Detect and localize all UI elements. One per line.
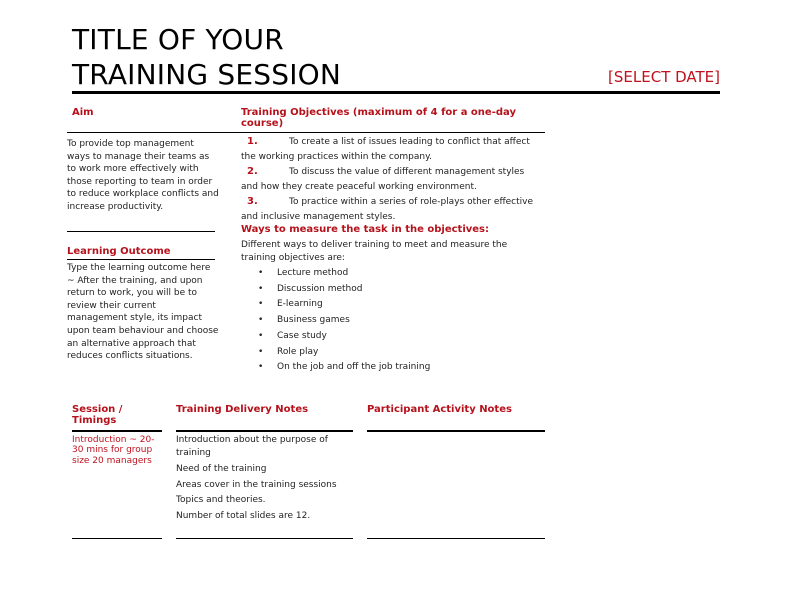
objective-text: To discuss the value of different management styles and how they create peaceful working environment. xyxy=(241,167,525,192)
session-timings-header xyxy=(72,404,162,426)
participant-col-bottom-rule xyxy=(367,538,545,539)
session-col-top-rule xyxy=(72,430,162,432)
method-item[interactable]: • Discussion method xyxy=(241,282,541,298)
participant-col-top-rule xyxy=(367,430,545,432)
title-line-2: TRAINING SESSION xyxy=(72,58,342,91)
aim-heading: Aim xyxy=(72,107,94,118)
delivery-notes-cell[interactable] xyxy=(176,434,346,524)
objective-item[interactable] xyxy=(241,165,541,194)
objective-number: 2. xyxy=(247,166,258,177)
method-item[interactable]: • Case study xyxy=(241,329,541,345)
objective-item[interactable] xyxy=(241,135,541,164)
learning-outcome-divider xyxy=(67,259,215,260)
page-title[interactable] xyxy=(72,22,341,92)
method-item[interactable]: • Role play xyxy=(241,345,541,361)
participant-notes-cell[interactable] xyxy=(367,434,545,534)
objectives-heading: Training Objectives (maximum of 4 for a one-day course) xyxy=(241,107,516,129)
select-date-field[interactable]: [SELECT DATE] xyxy=(608,68,720,86)
session-timing-cell[interactable]: Introduction ~ 20-30 mins for group size 20 managers xyxy=(72,435,155,466)
methods-list xyxy=(241,266,541,376)
participant-notes-header: Participant Activity Notes xyxy=(367,404,512,415)
learning-outcome-heading: Learning Outcome xyxy=(67,246,171,257)
objective-text: To practice within a series of role-plays other effective and inclusive management styles. xyxy=(241,197,534,222)
objective-text: To create a list of issues leading to conflict that affect the working practices within the company. xyxy=(241,137,530,162)
measure-intro[interactable]: Different ways to deliver training to meet and measure the training objectives are: xyxy=(241,240,508,263)
delivery-note: Topics and theories. xyxy=(176,495,266,505)
delivery-note: Number of total slides are 12. xyxy=(176,510,311,521)
session-timings-label: Session / Timings xyxy=(72,404,123,426)
aim-objectives-divider xyxy=(67,132,545,133)
learning-outcome-text[interactable]: Type the learning outcome here ~ After the training, and upon return to work, you will be to review their current management style, its impact upon team behaviour and choose an alternative approach that reduces conflicts situations. xyxy=(67,263,219,362)
aim-text[interactable]: To provide top management ways to manage their teams as to work more effectively with those reporting to team in order to reduce workplace conflicts and increase productivity. xyxy=(67,139,219,212)
objective-number: 3. xyxy=(247,196,258,207)
session-col-bottom-rule xyxy=(72,538,162,539)
objectives-list xyxy=(241,135,541,224)
method-item[interactable]: • E-learning xyxy=(241,297,541,313)
delivery-note: Need of the training xyxy=(176,464,267,474)
delivery-notes-header: Training Delivery Notes xyxy=(176,404,309,415)
method-item[interactable]: • Business games xyxy=(241,313,541,329)
objective-item[interactable] xyxy=(241,195,541,224)
delivery-note: Areas cover in the training sessions xyxy=(176,479,337,490)
objective-number: 1. xyxy=(247,136,258,147)
delivery-col-bottom-rule xyxy=(176,538,353,539)
title-line-1: TITLE OF YOUR xyxy=(72,23,284,56)
title-divider xyxy=(72,91,720,94)
measure-heading: Ways to measure the task in the objectives: xyxy=(241,224,490,235)
delivery-col-top-rule xyxy=(176,430,353,432)
delivery-note: Introduction about the purpose of training xyxy=(176,435,328,458)
aim-bottom-divider xyxy=(67,231,215,232)
method-item[interactable]: • On the job and off the job training xyxy=(241,360,541,376)
method-item[interactable]: • Lecture method xyxy=(241,266,541,282)
